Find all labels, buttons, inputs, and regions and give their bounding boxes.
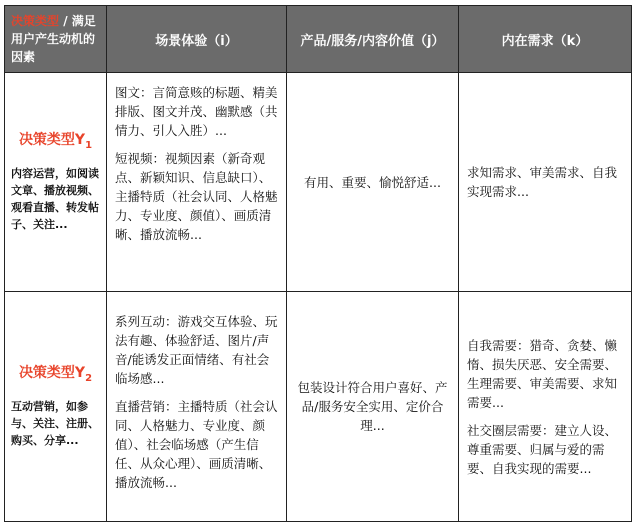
- value-text: 有用、重要、愉悦舒适...: [304, 174, 441, 190]
- scene-paragraph: 直播营销：主播特质（社会认同、人格魅力、专业度、颜值）、社会临场感（产生信任、从众心理）、画质清晰、播放流畅...: [115, 399, 278, 490]
- scene-paragraph: 短视频：视频因素（新奇观点、新颖知识、信息缺口）、主播特质（社会认同、人格魅力、专业度、颜值）、画质清晰、播放流畅...: [115, 151, 278, 242]
- value-cell: [287, 73, 459, 292]
- header-value: 产品/服务/内容价值（j）: [287, 6, 459, 73]
- decision-type-description: 内容运营，如阅读文章、播放视频、观看直播、转发帖子、关注...: [11, 166, 99, 231]
- value-cell: [287, 292, 459, 522]
- decision-type-description: 互动营销，如参与、关注、注册、购买、分享...: [11, 399, 99, 447]
- header-need: 内在需求（k）: [459, 6, 632, 73]
- table-row: [5, 292, 632, 522]
- scene-paragraph: 系列互动：游戏交互体验、玩法有趣、体验舒适、图片/声音/能诱发正面情绪、有社会临场感...: [115, 314, 278, 386]
- scene-paragraph: 图文：言简意赅的标题、精美排版、图文并茂、幽默感（共情力、引人入胜）...: [115, 85, 278, 138]
- factor-cell: [5, 73, 107, 292]
- need-cell: [459, 73, 632, 292]
- factor-cell: [5, 292, 107, 522]
- scene-cell: [107, 292, 287, 522]
- header-factor-rest: / 满足用户产生动机的因素: [11, 14, 96, 64]
- scene-cell: [107, 73, 287, 292]
- need-paragraph: 自我需要：猎奇、贪婪、懒惰、损失厌恶、安全需要、生理需要、审美需要、求知需要...: [467, 337, 618, 410]
- decision-type-label: 决策类型$Y_1$: [18, 132, 93, 151]
- need-cell: [459, 292, 632, 522]
- need-paragraph: 社交圈层需要：建立人设、尊重需要、归属与爱的需要、自我实现的需要...: [467, 422, 618, 476]
- decision-type-label: 决策类型$Y_2$: [18, 365, 93, 384]
- header-factor: [5, 6, 107, 73]
- header-factor-type: 决策类型: [11, 14, 60, 28]
- decision-factor-table: [4, 5, 632, 522]
- need-paragraph: 求知需求、审美需求、自我实现需求...: [467, 165, 618, 199]
- table-row: [5, 73, 632, 292]
- header-scene: 场景体验（i）: [107, 6, 287, 73]
- value-text: 包装设计符合用户喜好、产品/服务安全实用、定价合理...: [297, 380, 448, 433]
- table-header-row: [5, 6, 632, 73]
